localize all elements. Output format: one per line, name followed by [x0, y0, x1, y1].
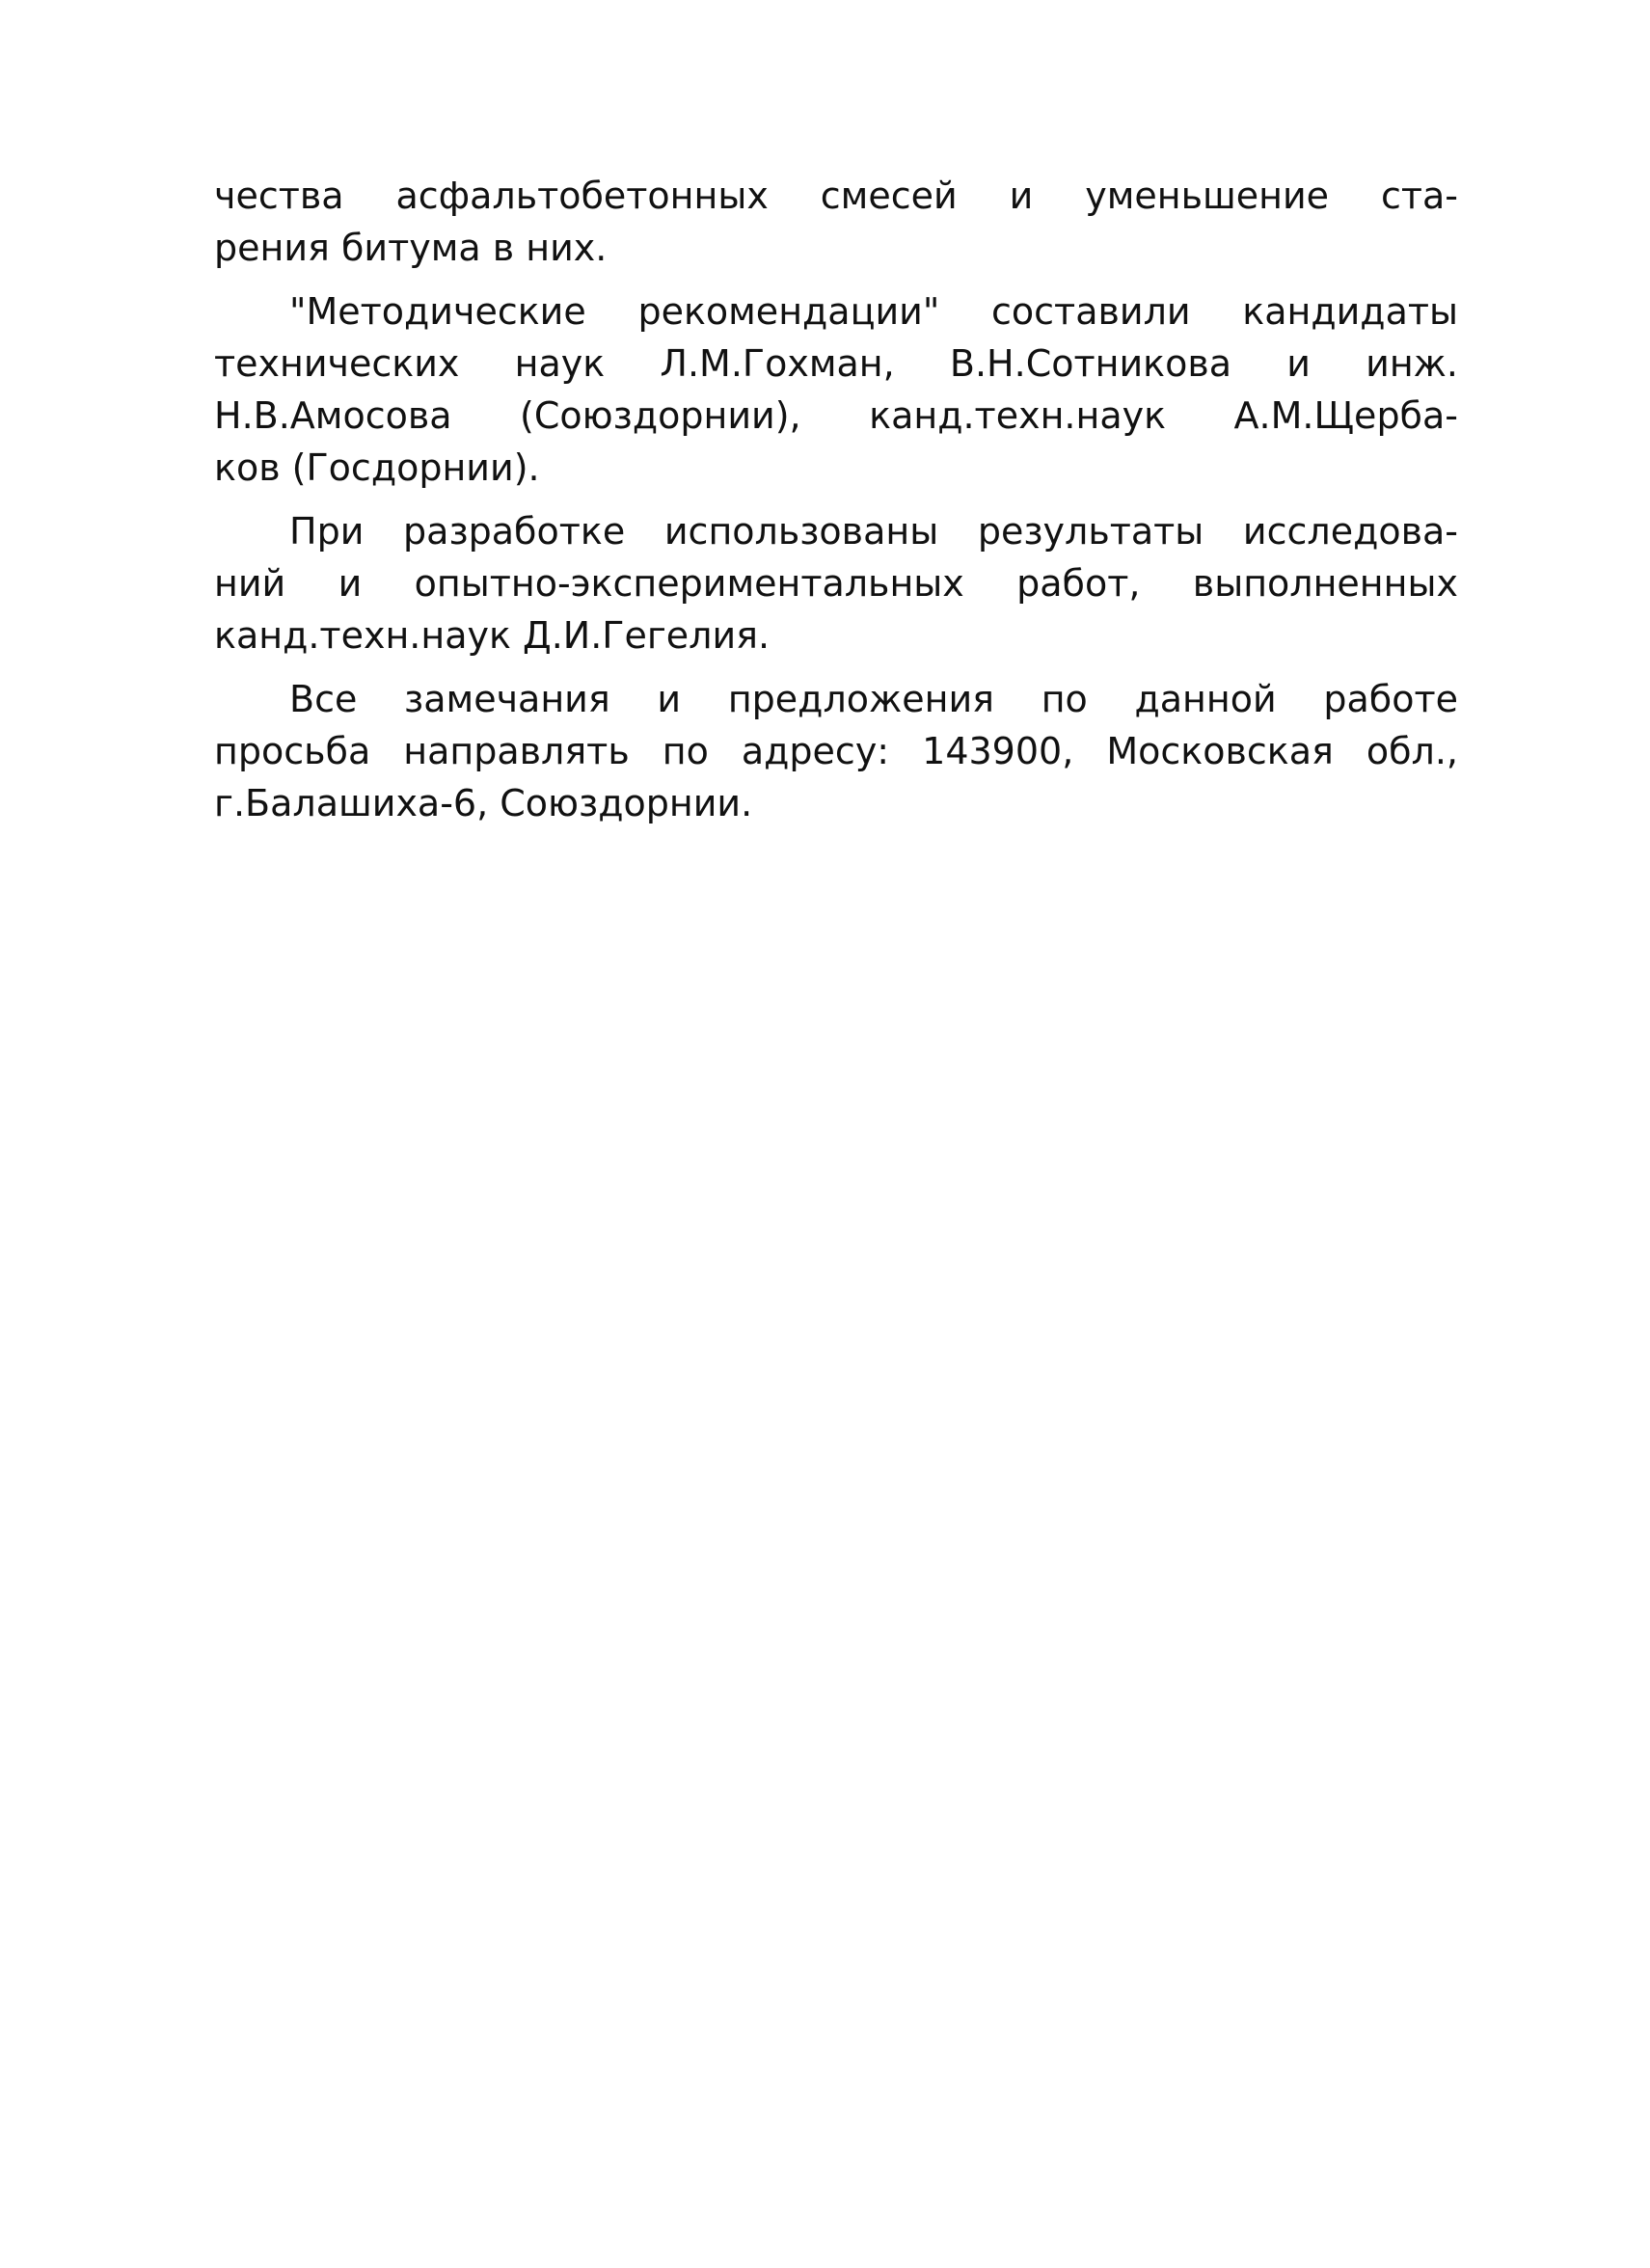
text-line: канд.техн.наук Д.И.Гегелия. [214, 614, 771, 657]
text-line: рения битума в них. [214, 227, 608, 269]
text-line: Все замечания и предложения по данной работе [289, 678, 1458, 720]
text-line: При разработке использованы результаты исследова- [289, 510, 1458, 553]
text-line: Н.В.Амосова (Союздорнии), канд.техн.наук А.М.Щерба- [214, 394, 1458, 437]
paragraph-3 [214, 505, 1458, 662]
text-line: ков (Госдорнии). [214, 446, 540, 489]
body-text [214, 170, 1458, 841]
paragraph-2 [214, 285, 1458, 494]
text-line: технических наук Л.М.Гохман, В.Н.Сотникова и инж. [214, 342, 1458, 385]
text-line: чества асфальтобетонных смесей и уменьшение ста- [214, 175, 1458, 217]
paragraph-1 [214, 170, 1458, 274]
text-line: г.Балашиха-6, Союздорнии. [214, 782, 753, 824]
paragraph-4 [214, 673, 1458, 829]
text-line: ний и опытно-экспериментальных работ, выполненных [214, 562, 1458, 605]
text-line: просьба направлять по адресу: 143900, Московская обл., [214, 730, 1458, 772]
text-line: "Методические рекомендации" составили кандидаты [289, 290, 1458, 333]
